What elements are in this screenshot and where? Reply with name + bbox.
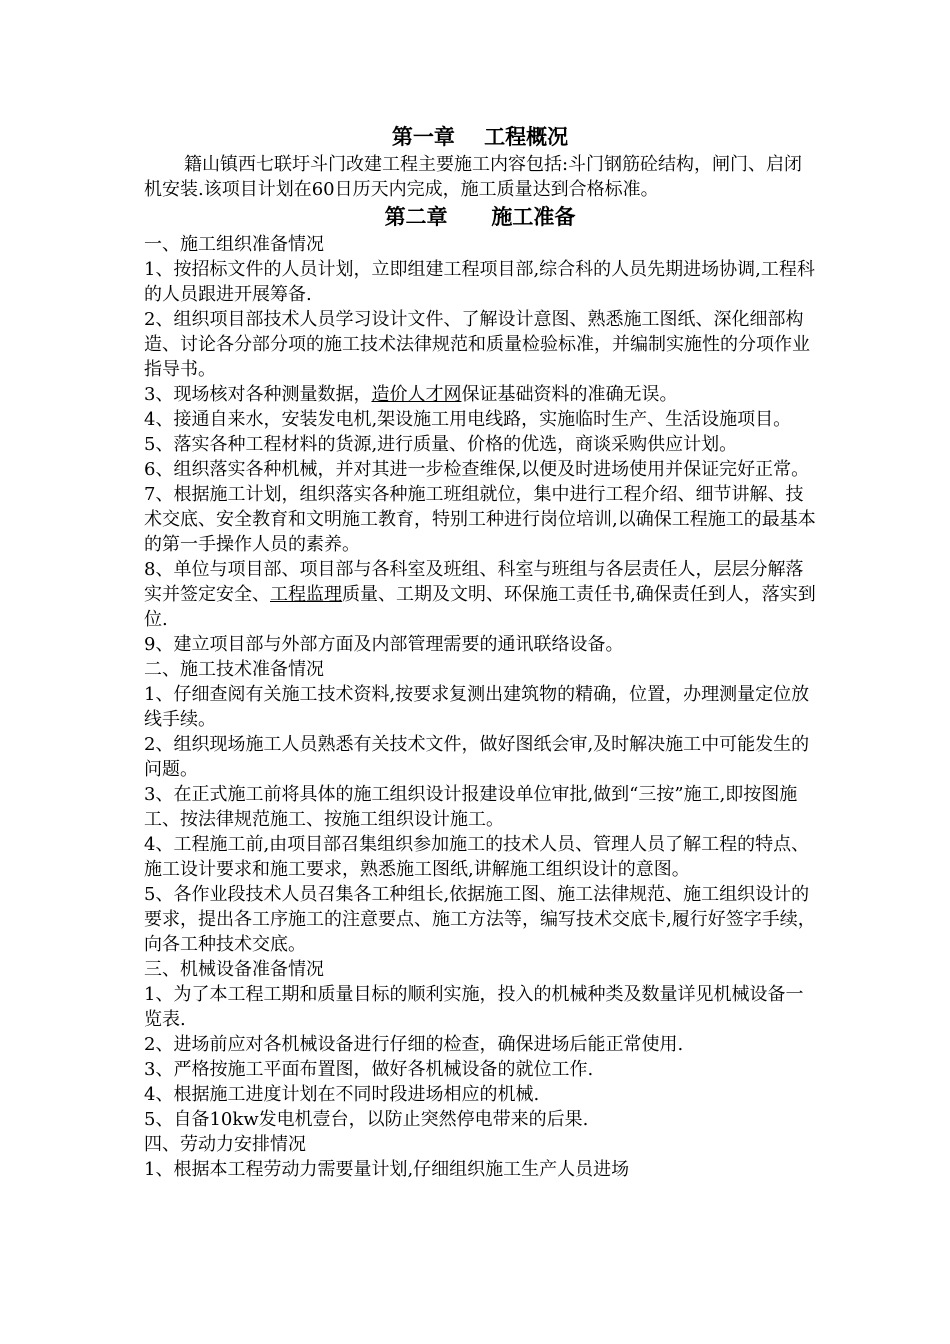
engineering-supervision-link[interactable]: 工程监理 bbox=[270, 584, 342, 605]
list-item: 2、进场前应对各机械设备进行仔细的检查，确保进场后能正常使用. bbox=[144, 1034, 684, 1055]
list-item: 4、根据施工进度计划在不同时段进场相应的机械. bbox=[144, 1084, 540, 1105]
list-item: 5、落实各种工程材料的货源,进行质量、价格的优选，商谈采购供应计划。 bbox=[144, 434, 738, 455]
list-item bbox=[144, 557, 816, 632]
list-item: 1、根据本工程劳动力需要量计划,仔细组织施工生产人员进场 bbox=[144, 1159, 630, 1180]
list-item: 5、自备10kw发电机壹台，以防止突然停电带来的后果. bbox=[144, 1109, 589, 1130]
list-item: 1、仔细查阅有关施工技术资料,按要求复测出建筑物的精确，位置，办理测量定位放线手续。 bbox=[144, 684, 810, 730]
section-heading: 四、劳动力安排情况 bbox=[144, 1134, 306, 1155]
list-item: 3、在正式施工前将具体的施工组织设计报建设单位审批,做到“三按”施工,即按图施工、按法律规范施工、按施工组织设计施工。 bbox=[144, 784, 798, 830]
list-item: 9、建立项目部与外部方面及内部管理需要的通讯联络设备。 bbox=[144, 634, 624, 655]
document-page bbox=[144, 122, 816, 1182]
item-text-after-link: 质量、工期及文明、环保施工责任书,确保责任到人，落实到位. bbox=[144, 584, 816, 630]
list-item: 2、组织项目部技术人员学习设计文件、了解设计意图、熟悉施工图纸、深化细部构造、讨论各分部分项的施工技术法律规范和质量检验标准，并编制实施性的分项作业指导书。 bbox=[144, 309, 810, 380]
list-item: 5、各作业段技术人员召集各工种组长,依据施工图、施工法律规范、施工组织设计的要求，提出各工序施工的注意要点、施工方法等，编写技术交底卡,履行好签字手续，向各工种技术交底。 bbox=[144, 884, 816, 955]
chapter-2-title: 第二章 施工准备 bbox=[384, 204, 576, 229]
list-item: 3、严格按施工平面布置图，做好各机械设备的就位工作. bbox=[144, 1059, 594, 1080]
list-item: 6、组织落实各种机械，并对其进一步检查维保,以便及时进场使用并保证完好正常。 bbox=[144, 459, 810, 480]
section-heading: 一、施工组织准备情况 bbox=[144, 234, 324, 255]
list-item: 4、接通自来水，安装发电机,架设施工用电线路，实施临时生产、生活设施项目。 bbox=[144, 409, 792, 430]
item-text-after-link: 保证基础资料的准确无误。 bbox=[461, 384, 678, 405]
list-item: 4、工程施工前,由项目部召集组织参加施工的技术人员、管理人员了解工程的特点、施工设计要求和施工要求，熟悉施工图纸,讲解施工组织设计的意图。 bbox=[144, 834, 810, 880]
section-labor-arrangement bbox=[144, 1132, 816, 1182]
list-item: 1、按招标文件的人员计划，立即组建工程项目部,综合科的人员先期进场协调,工程科的人员跟进开展筹备. bbox=[144, 259, 815, 305]
chapter-1-title: 第一章 工程概况 bbox=[391, 124, 569, 149]
cost-talent-link[interactable]: 造价人才网 bbox=[371, 384, 462, 405]
section-heading: 二、施工技术准备情况 bbox=[144, 659, 324, 680]
section-organization-preparation bbox=[144, 232, 816, 657]
item-text-before-link: 3、现场核对各种测量数据， bbox=[144, 384, 372, 405]
project-overview-paragraph: 籍山镇西七联圩斗门改建工程主要施工内容包括:斗门钢筋砼结构，闸门、启闭机安装.该项目计划在60日历天内完成，施工质量达到合格标准。 bbox=[144, 154, 803, 200]
item-text-before-link: 8、单位与项目部、项目部与各科室及班组、科室与班组与各层责任人，层层分解落实并签定安全、 bbox=[144, 559, 804, 605]
list-item bbox=[144, 382, 816, 407]
section-technical-preparation bbox=[144, 657, 816, 957]
list-item: 1、为了本工程工期和质量目标的顺利实施，投入的机械种类及数量详见机械设备一览表. bbox=[144, 984, 804, 1030]
list-item: 7、根据施工计划，组织落实各种施工班组就位，集中进行工程介绍、细节讲解、技术交底、安全教育和文明施工教育，特别工种进行岗位培训,以确保工程施工的最基本的第一手操作人员的素养。 bbox=[144, 484, 816, 555]
section-equipment-preparation bbox=[144, 957, 816, 1132]
list-item: 2、组织现场施工人员熟悉有关技术文件，做好图纸会审,及时解决施工中可能发生的问题。 bbox=[144, 734, 810, 780]
section-heading: 三、机械设备准备情况 bbox=[144, 959, 324, 980]
